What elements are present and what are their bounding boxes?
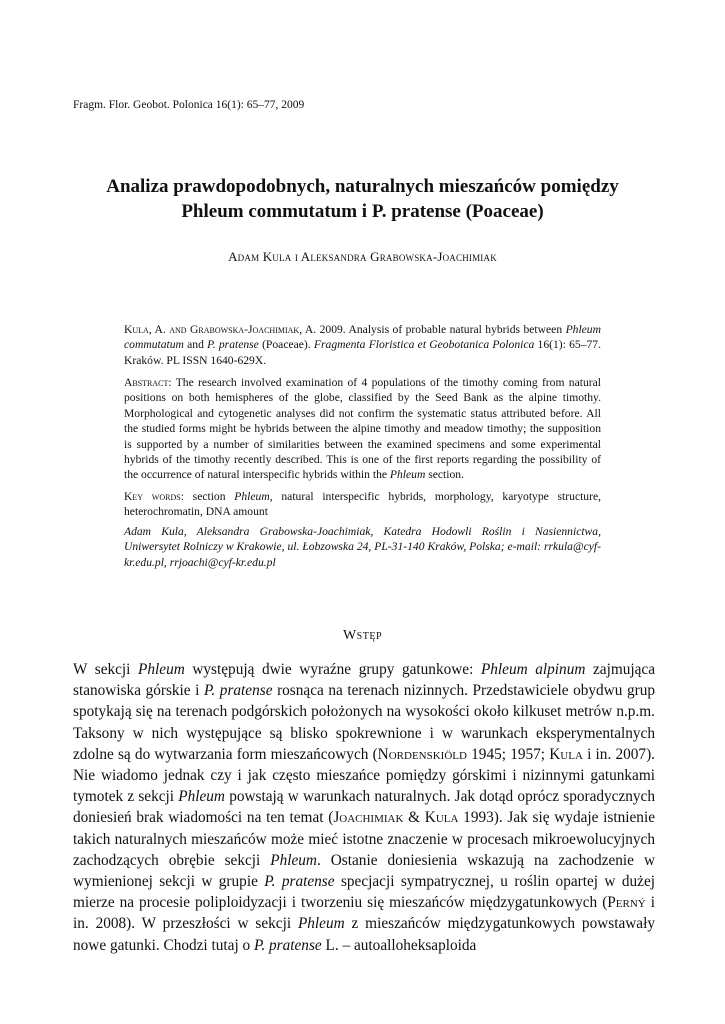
body-citation: Perný <box>607 894 646 912</box>
body-italic: P. pratense <box>254 936 322 954</box>
citation-species: Phleum commutatum <box>124 323 601 352</box>
body-text-run: i in. 2007). Nie wiadomo jednak czy i jak często mieszańce pomiędzy górskimi i nizinnymi gatunkami tymotek z sekcji <box>73 745 655 806</box>
body-text-run: rosnąca na terenach nizinnych. Przedstawiciele obydwu grup spotykają się na terenach podgórskich położonych na wysokości około kilkuset metrów n.p.m. Taksony w nich występujące są blisko spokrewnione i w warunkach eksperymentalnych zdolne są do wytwarzania form mieszańcowych ( <box>73 682 655 763</box>
citation-text: and <box>183 338 208 352</box>
citation-species: P. pratense <box>207 338 259 352</box>
keywords-block <box>124 489 601 520</box>
body-italic: Phleum alpinum <box>480 661 586 678</box>
paper-title-line-1: Analiza prawdopodobnych, naturalnych mieszańców pomiędzy <box>106 176 619 197</box>
keywords-label: Key words: <box>124 490 184 503</box>
body-text-run: specjacji sympatrycznej, u roślin opartej w dużej mierze na procesie poliploidyzacji i tworzeniu się mieszańców międzygatunkowych ( <box>73 873 655 912</box>
body-citation: Kula <box>549 745 583 763</box>
citation-journal: Fragmenta Floristica et Geobotanica Polonica <box>313 338 535 352</box>
body-text-run: 1945; 1957; <box>466 745 550 763</box>
abstract-end: section. <box>425 468 464 482</box>
keywords-text: , natural interspecific hybrids, morphology, karyotype structure, heterochromatin, DNA amount <box>124 490 602 519</box>
body-text-run: z mieszańców międzygatunkowych powstawały nowe gatunki. Chodzi tutaj o <box>73 915 655 954</box>
journal-reference: Fragm. Flor. Geobot. Polonica 16(1): 65–77, 2009 <box>73 99 305 111</box>
body-text-run: występują dwie wyraźne grupy gatunkowe: <box>184 661 481 678</box>
body-citation: Joachimiak <box>333 809 404 827</box>
citation-text: 16(1): 65–77. Kraków. PL ISSN 1640-629X. <box>124 338 601 367</box>
citation-authors: Kula, A. and Grabowska-Joachimiak, A. <box>124 323 317 336</box>
body-text-run: & <box>403 809 425 827</box>
body-text-run: L. – autoalloheksaploida <box>321 936 477 954</box>
body-text-run: . Ostanie doniesienia wskazują na zachodzenie w wymienionej sekcji w grupie <box>73 851 655 891</box>
body-paragraph <box>73 659 655 956</box>
body-italic: Phleum <box>270 851 317 869</box>
body-text-run: i in. 2008). W przeszłości w sekcji <box>73 894 655 933</box>
paper-title-line-2: Phleum commutatum i P. pratense (Poaceae) <box>181 201 544 222</box>
body-italic: Phleum <box>178 788 225 806</box>
body-italic: Phleum <box>138 661 185 678</box>
abstract-block <box>124 375 601 483</box>
body-text-run: W sekcji <box>73 661 139 678</box>
body-italic: P. pratense <box>204 682 273 700</box>
body-text-run: 1993). Jak się wydaje istnienie takich naturalnych mieszańców może mieć istotne znaczenie w procesach mikroewolucyjnych zachodzących obrębie sekcji <box>73 809 655 869</box>
address-text: Adam Kula, Aleksandra Grabowska-Joachimiak, Katedra Hodowli Roślin i Nasiennictwa, Uniwersytet Rolniczy w Krakowie, ul. Łobzowska 24, PL-31-140 Kraków, Polska; e-mail: rrkula@cyf-kr.edu.pl, rrjoachi@cyf-kr.edu.pl <box>124 525 601 569</box>
keywords-genus: Phleum <box>234 490 270 503</box>
author-list: Adam Kula i Aleksandra Grabowska-Joachimiak <box>228 249 497 264</box>
section-heading: Wstęp <box>342 628 383 643</box>
author-address <box>124 524 601 570</box>
abstract-genus: Phleum <box>389 468 426 482</box>
body-text-run: powstają w warunkach naturalnych. Jak dotąd oprócz sporadycznych doniesień brak wiadomości na ten temat ( <box>73 788 655 827</box>
citation-text: 2009. Analysis of probable natural hybrids between <box>316 323 566 336</box>
body-citation: Nordenskiöld <box>377 745 467 763</box>
body-italic: P. pratense <box>264 873 335 891</box>
citation-block <box>124 322 601 368</box>
abstract-text: The research involved examination of 4 populations of the timothy coming from natural positions on both hemispheres of the globe, classified by the Seed Bank as the alpine timothy. Morphological and cytogenetic analyses did not confirm the systematic status attributed before. All the studied forms might be hybrids between the alpine timothy and meadow timothy; the supposition is supported by a number of similarities between the examined specimens and some experimental hybrids of the timothy recently described. This is one of the first reports regarding the possibility of the occurrence of natural interspecific hybrids within the <box>124 376 601 482</box>
citation-text: (Poaceae). <box>258 338 314 352</box>
keywords-text: section <box>183 490 235 503</box>
body-text <box>73 659 655 956</box>
abstract-label: Abstract: <box>124 376 172 389</box>
body-text-run: zajmująca stanowiska górskie i <box>73 661 655 700</box>
body-citation: Kula <box>424 809 459 827</box>
body-italic: Phleum <box>297 915 345 933</box>
